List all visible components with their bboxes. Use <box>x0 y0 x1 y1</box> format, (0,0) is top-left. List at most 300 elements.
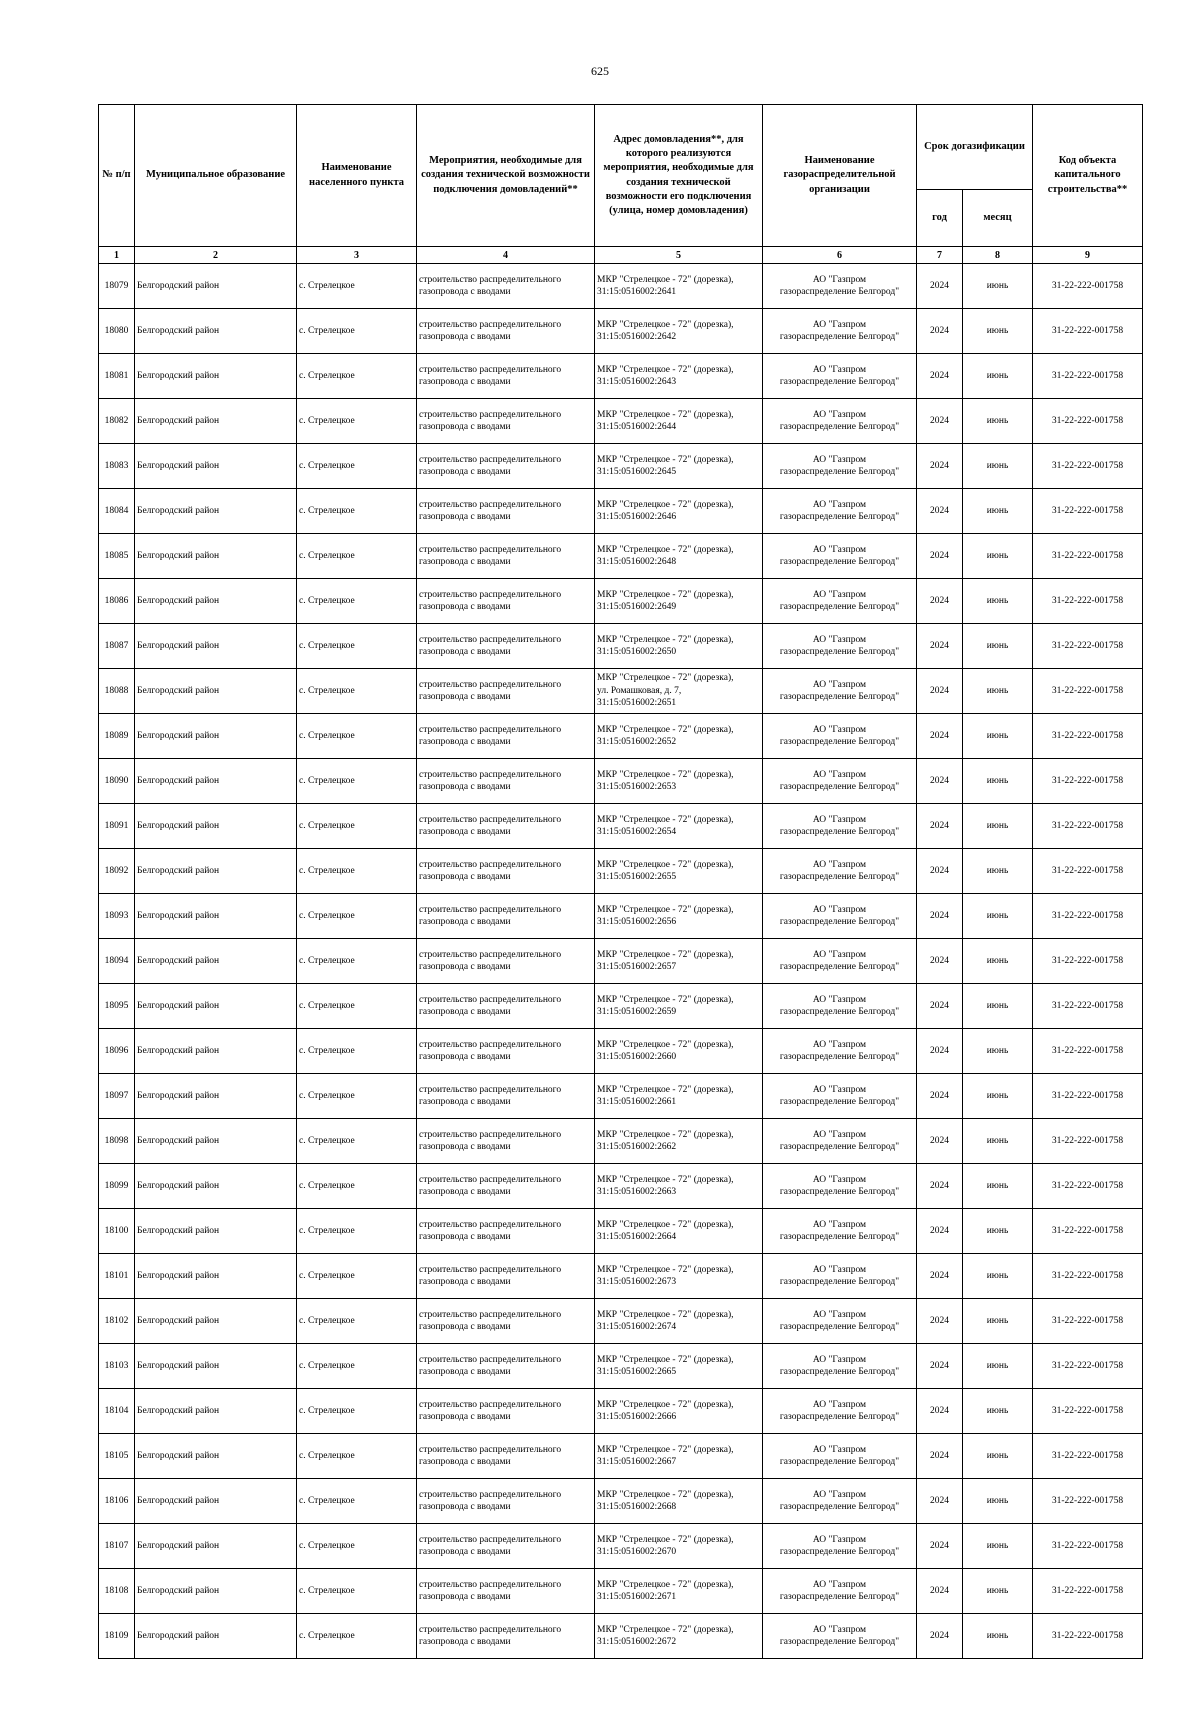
row-month: июнь <box>963 759 1033 804</box>
row-address-line: МКР "Стрелецкое - 72" (дорезка), <box>597 1444 734 1455</box>
row-year: 2024 <box>917 1119 963 1164</box>
column-number: 1 <box>99 247 135 264</box>
row-municipality: Белгородский район <box>135 1254 297 1299</box>
row-address-line: 31:15:0516002:2659 <box>597 1007 677 1017</box>
row-address-line: МКР "Стрелецкое - 72" (дорезка), <box>597 364 734 375</box>
row-year: 2024 <box>917 1254 963 1299</box>
row-address-line: МКР "Стрелецкое - 72" (дорезка), <box>597 634 734 645</box>
column-number: 5 <box>595 247 763 264</box>
row-organization <box>763 804 917 849</box>
row-address-line: МКР "Стрелецкое - 72" (дорезка), <box>597 1264 734 1275</box>
row-year: 2024 <box>917 984 963 1029</box>
table-row <box>99 1299 1143 1344</box>
row-num: 18105 <box>99 1434 135 1479</box>
row-address-line: МКР "Стрелецкое - 72" (дорезка), <box>597 1129 734 1140</box>
row-measures: строительство распределительного газопровода с вводами <box>417 849 595 894</box>
row-organization <box>763 264 917 309</box>
row-year: 2024 <box>917 1614 963 1659</box>
row-settlement: с. Стрелецкое <box>297 1614 417 1659</box>
row-address <box>595 939 763 984</box>
row-month: июнь <box>963 1524 1033 1569</box>
row-code: 31-22-222-001758 <box>1033 1569 1143 1614</box>
row-code: 31-22-222-001758 <box>1033 1389 1143 1434</box>
row-address-line: МКР "Стрелецкое - 72" (дорезка), <box>597 319 734 330</box>
row-address-line: МКР "Стрелецкое - 72" (дорезка), <box>597 589 734 600</box>
row-month: июнь <box>963 939 1033 984</box>
table-row <box>99 489 1143 534</box>
row-address-line: 31:15:0516002:2671 <box>597 1592 677 1602</box>
row-organization-line: газораспределение Белгород" <box>779 467 900 477</box>
row-address <box>595 1389 763 1434</box>
column-number: 9 <box>1033 247 1143 264</box>
row-organization-line: АО "Газпром <box>812 1444 867 1455</box>
row-month: июнь <box>963 579 1033 624</box>
row-municipality: Белгородский район <box>135 399 297 444</box>
table-row <box>99 1074 1143 1119</box>
row-code: 31-22-222-001758 <box>1033 714 1143 759</box>
row-num: 18088 <box>99 669 135 714</box>
row-organization <box>763 1074 917 1119</box>
row-address-line: 31:15:0516002:2655 <box>597 872 677 882</box>
row-address <box>595 579 763 624</box>
row-month: июнь <box>963 444 1033 489</box>
row-address-line: 31:15:0516002:2673 <box>597 1277 677 1287</box>
row-code: 31-22-222-001758 <box>1033 624 1143 669</box>
row-address-line: МКР "Стрелецкое - 72" (дорезка), <box>597 673 734 684</box>
row-municipality: Белгородский район <box>135 759 297 804</box>
row-address <box>595 1164 763 1209</box>
row-organization-line: газораспределение Белгород" <box>779 557 900 567</box>
row-code: 31-22-222-001758 <box>1033 1614 1143 1659</box>
row-year: 2024 <box>917 1344 963 1389</box>
row-settlement: с. Стрелецкое <box>297 849 417 894</box>
row-year: 2024 <box>917 1524 963 1569</box>
row-address-line: 31:15:0516002:2660 <box>597 1052 677 1062</box>
row-num: 18108 <box>99 1569 135 1614</box>
row-settlement: с. Стрелецкое <box>297 399 417 444</box>
row-num: 18102 <box>99 1299 135 1344</box>
row-code: 31-22-222-001758 <box>1033 264 1143 309</box>
header-address: Адрес домовладения**, для которого реализуются мероприятия, необходимые для создания технической возможности его подключения (улица, номер домовладения) <box>595 105 763 247</box>
row-num: 18101 <box>99 1254 135 1299</box>
row-address <box>595 984 763 1029</box>
row-municipality: Белгородский район <box>135 1074 297 1119</box>
row-organization <box>763 1389 917 1434</box>
row-measures: строительство распределительного газопровода с вводами <box>417 1299 595 1344</box>
row-organization-line: газораспределение Белгород" <box>779 1232 900 1242</box>
row-measures: строительство распределительного газопровода с вводами <box>417 624 595 669</box>
row-code: 31-22-222-001758 <box>1033 1479 1143 1524</box>
table-row <box>99 939 1143 984</box>
table-row <box>99 894 1143 939</box>
row-code: 31-22-222-001758 <box>1033 1524 1143 1569</box>
row-num: 18106 <box>99 1479 135 1524</box>
row-organization <box>763 1299 917 1344</box>
row-month: июнь <box>963 1164 1033 1209</box>
row-organization <box>763 984 917 1029</box>
row-settlement: с. Стрелецкое <box>297 309 417 354</box>
row-settlement: с. Стрелецкое <box>297 1209 417 1254</box>
row-year: 2024 <box>917 1074 963 1119</box>
row-month: июнь <box>963 309 1033 354</box>
header-term: Срок догазификации <box>917 105 1033 190</box>
row-organization-line: газораспределение Белгород" <box>779 1367 900 1377</box>
row-year: 2024 <box>917 354 963 399</box>
row-year: 2024 <box>917 1434 963 1479</box>
row-address-line: 31:15:0516002:2642 <box>597 332 677 342</box>
row-num: 18093 <box>99 894 135 939</box>
row-organization-line: газораспределение Белгород" <box>779 692 900 702</box>
row-month: июнь <box>963 1569 1033 1614</box>
row-organization <box>763 354 917 399</box>
row-code: 31-22-222-001758 <box>1033 894 1143 939</box>
row-month: июнь <box>963 1479 1033 1524</box>
row-measures: строительство распределительного газопровода с вводами <box>417 1074 595 1119</box>
row-organization <box>763 1524 917 1569</box>
row-address-line: 31:15:0516002:2650 <box>597 647 677 657</box>
row-measures: строительство распределительного газопровода с вводами <box>417 1209 595 1254</box>
row-address-line: 31:15:0516002:2649 <box>597 602 677 612</box>
row-address <box>595 1074 763 1119</box>
row-municipality: Белгородский район <box>135 984 297 1029</box>
column-number: 4 <box>417 247 595 264</box>
row-organization-line: АО "Газпром <box>812 1399 867 1410</box>
row-organization <box>763 1479 917 1524</box>
table-row <box>99 1029 1143 1074</box>
row-code: 31-22-222-001758 <box>1033 984 1143 1029</box>
row-measures: строительство распределительного газопровода с вводами <box>417 714 595 759</box>
row-settlement: с. Стрелецкое <box>297 984 417 1029</box>
row-organization-line: АО "Газпром <box>812 769 867 780</box>
row-organization-line: АО "Газпром <box>812 319 867 330</box>
table-row <box>99 1119 1143 1164</box>
row-organization-line: АО "Газпром <box>812 1579 867 1590</box>
row-organization-line: АО "Газпром <box>812 454 867 465</box>
row-address-line: 31:15:0516002:2665 <box>597 1367 677 1377</box>
row-address <box>595 669 763 714</box>
row-organization-line: газораспределение Белгород" <box>779 287 900 297</box>
row-address-line: 31:15:0516002:2674 <box>597 1322 677 1332</box>
row-address-line: МКР "Стрелецкое - 72" (дорезка), <box>597 724 734 735</box>
row-year: 2024 <box>917 894 963 939</box>
row-organization-line: газораспределение Белгород" <box>779 1547 900 1557</box>
row-municipality: Белгородский район <box>135 1299 297 1344</box>
row-organization-line: газораспределение Белгород" <box>779 962 900 972</box>
row-num: 18098 <box>99 1119 135 1164</box>
row-month: июнь <box>963 669 1033 714</box>
row-municipality: Белгородский район <box>135 1119 297 1164</box>
table-row <box>99 804 1143 849</box>
row-address-line: МКР "Стрелецкое - 72" (дорезка), <box>597 904 734 915</box>
row-address-line: МКР "Стрелецкое - 72" (дорезка), <box>597 1219 734 1230</box>
row-measures: строительство распределительного газопровода с вводами <box>417 534 595 579</box>
row-municipality: Белгородский район <box>135 624 297 669</box>
row-organization <box>763 624 917 669</box>
table-row <box>99 1524 1143 1569</box>
row-month: июнь <box>963 1029 1033 1074</box>
table-row <box>99 1389 1143 1434</box>
row-organization-line: АО "Газпром <box>812 994 867 1005</box>
row-organization-line: газораспределение Белгород" <box>779 1502 900 1512</box>
table-row <box>99 534 1143 579</box>
row-num: 18100 <box>99 1209 135 1254</box>
row-measures: строительство распределительного газопровода с вводами <box>417 309 595 354</box>
row-measures: строительство распределительного газопровода с вводами <box>417 1614 595 1659</box>
row-num: 18084 <box>99 489 135 534</box>
row-municipality: Белгородский район <box>135 1389 297 1434</box>
table-row <box>99 399 1143 444</box>
row-address <box>595 1479 763 1524</box>
row-measures: строительство распределительного газопровода с вводами <box>417 939 595 984</box>
row-organization <box>763 1344 917 1389</box>
row-organization <box>763 534 917 579</box>
row-organization-line: АО "Газпром <box>812 1084 867 1095</box>
row-code: 31-22-222-001758 <box>1033 489 1143 534</box>
row-measures: строительство распределительного газопровода с вводами <box>417 804 595 849</box>
row-address-line: МКР "Стрелецкое - 72" (дорезка), <box>597 994 734 1005</box>
row-num: 18103 <box>99 1344 135 1389</box>
row-code: 31-22-222-001758 <box>1033 354 1143 399</box>
row-num: 18082 <box>99 399 135 444</box>
row-month: июнь <box>963 1254 1033 1299</box>
row-measures: строительство распределительного газопровода с вводами <box>417 1164 595 1209</box>
row-address-line: МКР "Стрелецкое - 72" (дорезка), <box>597 1084 734 1095</box>
row-measures: строительство распределительного газопровода с вводами <box>417 264 595 309</box>
row-settlement: с. Стрелецкое <box>297 1119 417 1164</box>
row-year: 2024 <box>917 939 963 984</box>
header-organization: Наименование газораспределительной организации <box>763 105 917 247</box>
row-year: 2024 <box>917 309 963 354</box>
row-municipality: Белгородский район <box>135 1029 297 1074</box>
row-settlement: с. Стрелецкое <box>297 1434 417 1479</box>
row-year: 2024 <box>917 624 963 669</box>
row-municipality: Белгородский район <box>135 939 297 984</box>
row-municipality: Белгородский район <box>135 1614 297 1659</box>
row-organization-line: АО "Газпром <box>812 1039 867 1050</box>
row-organization <box>763 849 917 894</box>
row-address-line: 31:15:0516002:2672 <box>597 1637 677 1647</box>
row-num: 18096 <box>99 1029 135 1074</box>
row-organization <box>763 489 917 534</box>
row-month: июнь <box>963 1074 1033 1119</box>
row-organization-line: АО "Газпром <box>812 814 867 825</box>
column-number: 3 <box>297 247 417 264</box>
row-address <box>595 804 763 849</box>
table-row <box>99 1209 1143 1254</box>
row-measures: строительство распределительного газопровода с вводами <box>417 894 595 939</box>
row-month: июнь <box>963 489 1033 534</box>
row-month: июнь <box>963 1119 1033 1164</box>
row-code: 31-22-222-001758 <box>1033 579 1143 624</box>
row-address <box>595 1614 763 1659</box>
row-month: июнь <box>963 984 1033 1029</box>
row-organization-line: АО "Газпром <box>812 1264 867 1275</box>
row-num: 18089 <box>99 714 135 759</box>
row-organization-line: газораспределение Белгород" <box>779 1097 900 1107</box>
table-header-row <box>99 105 1143 190</box>
row-year: 2024 <box>917 1389 963 1434</box>
row-address-line: 31:15:0516002:2643 <box>597 377 677 387</box>
row-month: июнь <box>963 534 1033 579</box>
row-municipality: Белгородский район <box>135 1569 297 1614</box>
row-num: 18109 <box>99 1614 135 1659</box>
row-organization-line: АО "Газпром <box>812 1309 867 1320</box>
row-measures: строительство распределительного газопровода с вводами <box>417 579 595 624</box>
row-address-line: 31:15:0516002:2641 <box>597 287 677 297</box>
row-address-line: МКР "Стрелецкое - 72" (дорезка), <box>597 769 734 780</box>
column-number: 2 <box>135 247 297 264</box>
row-municipality: Белгородский район <box>135 444 297 489</box>
row-month: июнь <box>963 849 1033 894</box>
row-settlement: с. Стрелецкое <box>297 354 417 399</box>
row-month: июнь <box>963 894 1033 939</box>
row-code: 31-22-222-001758 <box>1033 669 1143 714</box>
row-organization-line: газораспределение Белгород" <box>779 647 900 657</box>
row-code: 31-22-222-001758 <box>1033 849 1143 894</box>
row-address <box>595 1524 763 1569</box>
row-address-line: 31:15:0516002:2656 <box>597 917 677 927</box>
row-settlement: с. Стрелецкое <box>297 624 417 669</box>
row-address-line: 31:15:0516002:2654 <box>597 827 677 837</box>
row-address-line: 31:15:0516002:2657 <box>597 962 677 972</box>
row-code: 31-22-222-001758 <box>1033 1029 1143 1074</box>
row-address <box>595 489 763 534</box>
row-organization-line: АО "Газпром <box>812 1489 867 1500</box>
row-year: 2024 <box>917 1209 963 1254</box>
row-organization <box>763 399 917 444</box>
row-measures: строительство распределительного газопровода с вводами <box>417 444 595 489</box>
row-organization-line: АО "Газпром <box>812 544 867 555</box>
row-organization-line: АО "Газпром <box>812 1174 867 1185</box>
table-row <box>99 579 1143 624</box>
column-number-row <box>99 247 1143 264</box>
row-municipality: Белгородский район <box>135 669 297 714</box>
row-num: 18091 <box>99 804 135 849</box>
row-address-line: МКР "Стрелецкое - 72" (дорезка), <box>597 544 734 555</box>
row-code: 31-22-222-001758 <box>1033 399 1143 444</box>
table-row <box>99 1479 1143 1524</box>
row-measures: строительство распределительного газопровода с вводами <box>417 1434 595 1479</box>
row-organization-line: газораспределение Белгород" <box>779 737 900 747</box>
row-settlement: с. Стрелецкое <box>297 804 417 849</box>
row-month: июнь <box>963 399 1033 444</box>
row-address-line: 31:15:0516002:2666 <box>597 1412 677 1422</box>
row-address-line: МКР "Стрелецкое - 72" (дорезка), <box>597 814 734 825</box>
table-row <box>99 1254 1143 1299</box>
row-organization <box>763 714 917 759</box>
row-organization-line: газораспределение Белгород" <box>779 1187 900 1197</box>
row-organization-line: газораспределение Белгород" <box>779 782 900 792</box>
header-month: месяц <box>963 190 1033 247</box>
table-row <box>99 669 1143 714</box>
row-settlement: с. Стрелецкое <box>297 534 417 579</box>
row-municipality: Белгородский район <box>135 804 297 849</box>
column-number: 8 <box>963 247 1033 264</box>
row-organization <box>763 1119 917 1164</box>
row-organization <box>763 1209 917 1254</box>
row-settlement: с. Стрелецкое <box>297 1569 417 1614</box>
row-address-line: МКР "Стрелецкое - 72" (дорезка), <box>597 1174 734 1185</box>
row-address-line: 31:15:0516002:2653 <box>597 782 677 792</box>
row-measures: строительство распределительного газопровода с вводами <box>417 1479 595 1524</box>
row-municipality: Белгородский район <box>135 354 297 399</box>
row-address <box>595 1344 763 1389</box>
row-municipality: Белгородский район <box>135 1434 297 1479</box>
row-measures: строительство распределительного газопровода с вводами <box>417 759 595 804</box>
row-address-line: 31:15:0516002:2645 <box>597 467 677 477</box>
row-organization-line: АО "Газпром <box>812 1534 867 1545</box>
row-code: 31-22-222-001758 <box>1033 1299 1143 1344</box>
row-address <box>595 1569 763 1614</box>
row-organization <box>763 1164 917 1209</box>
row-settlement: с. Стрелецкое <box>297 1074 417 1119</box>
row-num: 18079 <box>99 264 135 309</box>
row-num: 18095 <box>99 984 135 1029</box>
row-year: 2024 <box>917 1164 963 1209</box>
row-measures: строительство распределительного газопровода с вводами <box>417 1569 595 1614</box>
row-month: июнь <box>963 1434 1033 1479</box>
row-month: июнь <box>963 1209 1033 1254</box>
row-address-line: МКР "Стрелецкое - 72" (дорезка), <box>597 409 734 420</box>
row-organization <box>763 894 917 939</box>
table-row <box>99 354 1143 399</box>
row-year: 2024 <box>917 579 963 624</box>
row-municipality: Белгородский район <box>135 309 297 354</box>
row-organization-line: газораспределение Белгород" <box>779 1592 900 1602</box>
row-code: 31-22-222-001758 <box>1033 1119 1143 1164</box>
row-organization <box>763 669 917 714</box>
row-organization-line: АО "Газпром <box>812 589 867 600</box>
row-organization-line: газораспределение Белгород" <box>779 332 900 342</box>
row-address <box>595 309 763 354</box>
row-address <box>595 624 763 669</box>
row-num: 18087 <box>99 624 135 669</box>
row-address-line: МКР "Стрелецкое - 72" (дорезка), <box>597 1399 734 1410</box>
row-organization-line: газораспределение Белгород" <box>779 917 900 927</box>
row-organization-line: газораспределение Белгород" <box>779 512 900 522</box>
row-organization-line: газораспределение Белгород" <box>779 1637 900 1647</box>
row-month: июнь <box>963 1614 1033 1659</box>
row-code: 31-22-222-001758 <box>1033 309 1143 354</box>
row-address <box>595 714 763 759</box>
row-organization <box>763 759 917 804</box>
row-num: 18099 <box>99 1164 135 1209</box>
row-settlement: с. Стрелецкое <box>297 759 417 804</box>
row-address-line: МКР "Стрелецкое - 72" (дорезка), <box>597 1309 734 1320</box>
row-year: 2024 <box>917 444 963 489</box>
row-month: июнь <box>963 354 1033 399</box>
row-settlement: с. Стрелецкое <box>297 894 417 939</box>
row-year: 2024 <box>917 1569 963 1614</box>
row-address-line: МКР "Стрелецкое - 72" (дорезка), <box>597 859 734 870</box>
row-num: 18090 <box>99 759 135 804</box>
row-municipality: Белгородский район <box>135 1524 297 1569</box>
row-municipality: Белгородский район <box>135 579 297 624</box>
row-address-line: 31:15:0516002:2646 <box>597 512 677 522</box>
row-measures: строительство распределительного газопровода с вводами <box>417 1119 595 1164</box>
row-address-line: МКР "Стрелецкое - 72" (дорезка), <box>597 1354 734 1365</box>
row-address-line: 31:15:0516002:2652 <box>597 737 677 747</box>
row-measures: строительство распределительного газопровода с вводами <box>417 354 595 399</box>
row-organization <box>763 579 917 624</box>
row-settlement: с. Стрелецкое <box>297 1299 417 1344</box>
row-year: 2024 <box>917 489 963 534</box>
row-num: 18104 <box>99 1389 135 1434</box>
table-row <box>99 1569 1143 1614</box>
row-organization <box>763 939 917 984</box>
row-municipality: Белгородский район <box>135 1344 297 1389</box>
row-address-line: 31:15:0516002:2651 <box>597 698 677 709</box>
